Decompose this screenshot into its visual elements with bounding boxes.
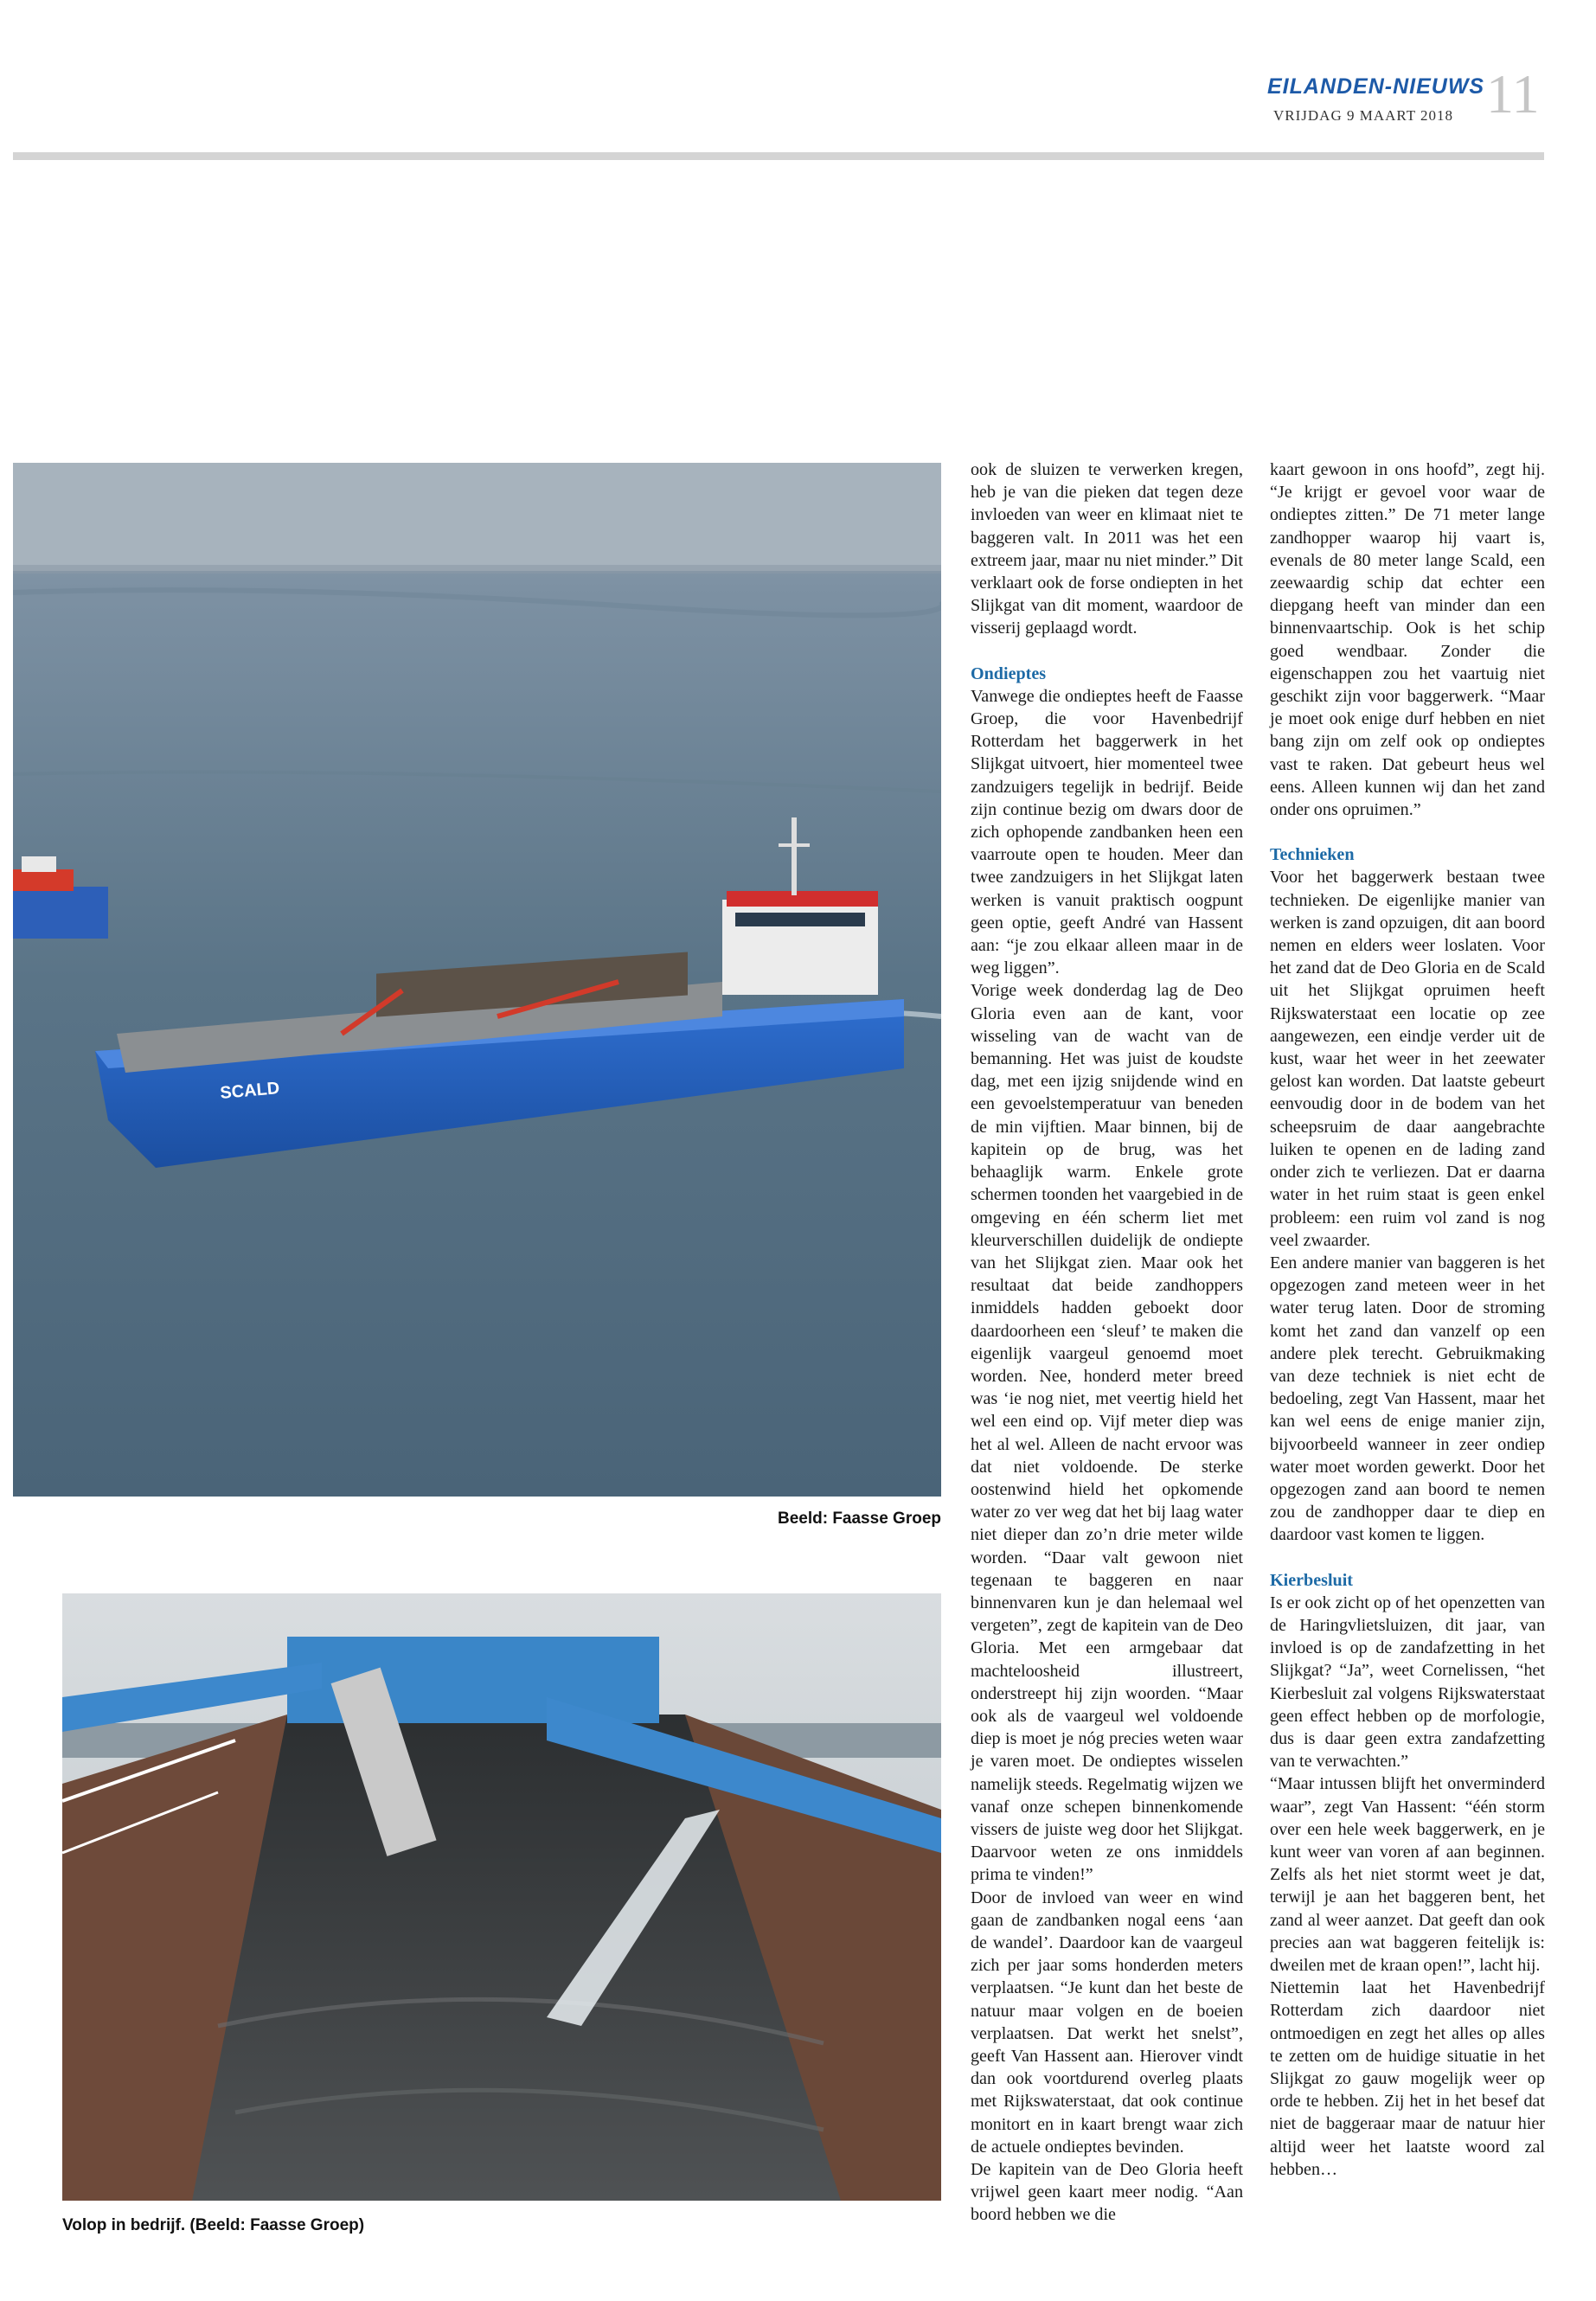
subheading-technieken: Technieken bbox=[1270, 845, 1355, 865]
dredger-ship-photo bbox=[13, 463, 941, 1497]
header-rule bbox=[13, 152, 1544, 160]
svg-text:SCALD: SCALD bbox=[219, 1079, 281, 1103]
paragraph: kaart gewoon in ons hoofd”, zegt hij. “Je krijgt er gevoel voor waar de ondieptes zitten.” De 71 meter lange zandhopper waarop hij vaart is, evenals de 80 meter lange Scald, een zeewaardig schip dat echter een diepgang heeft van minder dan een binnenvaartschip. Ook is het schip goed wendbaar. Zonder die eigenschappen zou het vaartuig niet geschikt zijn voor baggerwerk. “Maar je moet ook enige durf hebben en niet bang zijn om zelf ook op ondieptes vast te raken. Dat gebeurt heus wel eens. Alleen kunnen wij dan het zand onder ons opruimen.” bbox=[1270, 460, 1545, 820]
paragraph: Vanwege die ondieptes heeft de Faasse Groep, die voor Havenbedrijf Rotterdam het baggerwerk in het Slijkgat uitvoert, hier momenteel twee zandzuigers tegelijk in bedrijf. Beide zijn continue bezig om dwars door de zich ophopende zandbanken heen een vaarroute open te houden. Meer dan twee zandzuigers in het Slijkgat laten werken is vanuit praktisch oogpunt geen optie, geeft André van Hassent aan: “je zou elkaar alleen maar in de weg liggen”. bbox=[971, 686, 1243, 978]
article-column-2 bbox=[1270, 458, 1545, 2181]
paragraph: ook de sluizen te verwerken kregen, heb je van die pieken dat tegen deze invloeden van weer en klimaat niet te baggeren valt. In 2011 was het een extreem jaar, maar nu niet minder.” Dit verklaart ook de forse ondiepten in het Slijkgat van dit moment, waardoor de visserij geplaagd wordt. bbox=[971, 460, 1243, 638]
article-column-1 bbox=[971, 458, 1243, 2227]
paragraph: De kapitein van de Deo Gloria heeft vrijwel geen kaart meer nodig. “Aan boord hebben we die bbox=[971, 2160, 1243, 2225]
paragraph: Niettemin laat het Havenbedrijf Rotterdam zich daardoor niet ontmoedigen en zegt het alles op alles te zetten om de huidige situatie in het Slijkgat zo gauw mogelijk weer op orde te hebben. Zij het in het besef dat niet de baggeraar maar de natuur hier altijd weer het laatste woord zal hebben… bbox=[1270, 1978, 1545, 2179]
ship-photo-caption: Beeld: Faasse Groep bbox=[777, 1509, 941, 1528]
page-number: 11 bbox=[1486, 63, 1540, 125]
hopper-hold-photo bbox=[62, 1593, 941, 2201]
paragraph: Door de invloed van weer en wind gaan de zandbanken nogal eens ‘aan de wandel’. Daardoor kan de vaargeul zich per jaar soms honderden meters verplaatsen. “Je kunt dan het beste de natuur maar volgen en de boeien verplaatsen. Dat werkt het snelst”, geeft Van Hassent aan. Hierover vindt dan ook voortdurend overleg plaats met Rijkswaterstaat, dat ook continue monitort en in kaart brengt waar zich de actuele ondieptes bevinden. bbox=[971, 1888, 1243, 2157]
paragraph: Vorige week donderdag lag de Deo Gloria even aan de kant, voor wisseling van de wacht van de bemanning. Het was juist de koudste dag, met een ijzig snijdende wind en een gevoelstemperatuur van beneden de min vijftien. Maar binnen, bij de kapitein op de brug, was het behaaglijk warm. Enkele grote schermen toonden het vaargebied in de omgeving en één scherm liet met kleurverschillen duidelijk de ondiepte van het Slijkgat zien. Maar ook het resultaat dat beide zandhoppers inmiddels hadden geboekt door daardoorheen een ‘sleuf’ te maken die eigenlijk vaargeul genoemd moet worden. Nee, honderd meter breed was ‘ie nog niet, met veertig hield het wel een eind op. Vijf meter diep was het al wel. Alleen de nacht ervoor was dat niet voldoende. De sterke oostenwind hield het opkomende water zo ver weg dat het bij laag water niet dieper dan zo’n drie meter wilde worden. “Daar valt gewoon niet tegenaan te baggeren en naar binnenvaren kun je dan helemaal wel vergeten”, zegt de kapitein van de Deo Gloria. Met een armgebaar dat machteloosheid illustreert, onderstreept hij zijn woorden. “Maar ook als de vaargeul wel voldoende diep is moet je nóg precies weten waar je varen moet. De ondieptes wisselen namelijk steeds. Regelmatig wijzen we vanaf onze schepen binnenkomende vissers de juiste weg door het Slijkgat. Daarvoor weten ze ons inmiddels prima te vinden!” bbox=[971, 981, 1243, 1885]
hold-photo-caption: Volop in bedrijf. (Beeld: Faasse Groep) bbox=[62, 2216, 365, 2234]
issue-date: VRIJDAG 9 MAART 2018 bbox=[1273, 107, 1454, 124]
paragraph: Een andere manier van baggeren is het opgezogen zand meteen weer in het water terug laten. Door de stroming komt het zand dan vanzelf op een andere plek terecht. Gebruikmaking van deze techniek is niet echt de bedoeling, zegt Van Hassent, maar het kan wel eens de enige manier zijn, bijvoorbeeld wanneer in zeer ondiep water moet worden gewerkt. Door het opgezogen zand aan boord te nemen zou de zandhopper daar te diep en daardoor vast komen te liggen. bbox=[1270, 1253, 1545, 1545]
masthead bbox=[0, 0, 1596, 173]
subheading-ondieptes: Ondieptes bbox=[971, 663, 1047, 683]
paragraph: Voor het baggerwerk bestaan twee technieken. De eigenlijke manier van werken is zand opzuigen, dit aan boord nemen en elders weer loslaten. Voor het zand dat de Deo Gloria en de Scald uit het Slijkgat opruimen heeft Rijkswaterstaat een locatie op zee aangewezen, een eindje verder uit de kust, waar het weer in het zeewater gelost kan worden. Dat laatste gebeurt eenvoudig door in de bodem van het scheepsruim de daar aangebrachte luiken te openen en de lading zand onder zich te verliezen. Dat er daarna water in het ruim staat is geen enkel probleem: een ruim vol zand is nog veel zwaarder. bbox=[1270, 868, 1545, 1250]
paragraph: Is er ook zicht op of het openzetten van de Haringvlietsluizen, dit jaar, van invloed is op de zandafzetting in het Slijkgat? “Ja”, weet Cornelissen, “het Kierbesluit zal volgens Rijkswaterstaat geen effect hebben op de morfologie, dus is daar geen extra zandafzetting van te verwachten.” bbox=[1270, 1593, 1545, 1772]
newspaper-logo: EILANDEN-NIEUWS bbox=[1267, 74, 1485, 99]
subheading-kierbesluit: Kierbesluit bbox=[1270, 1570, 1353, 1590]
paragraph: “Maar intussen blijft het onverminderd waar”, zegt Van Hassent: “één storm over een hele week baggerwerk, en je kunt weer van voren af aan beginnen. Zelfs als het niet stormt weet je dat, terwijl je aan het baggeren bent, het zand al weer aanzet. Dat geeft dan ook precies aan wat baggeren feitelijk is: dweilen met de kraan open!”, lacht hij. bbox=[1270, 1774, 1545, 1975]
